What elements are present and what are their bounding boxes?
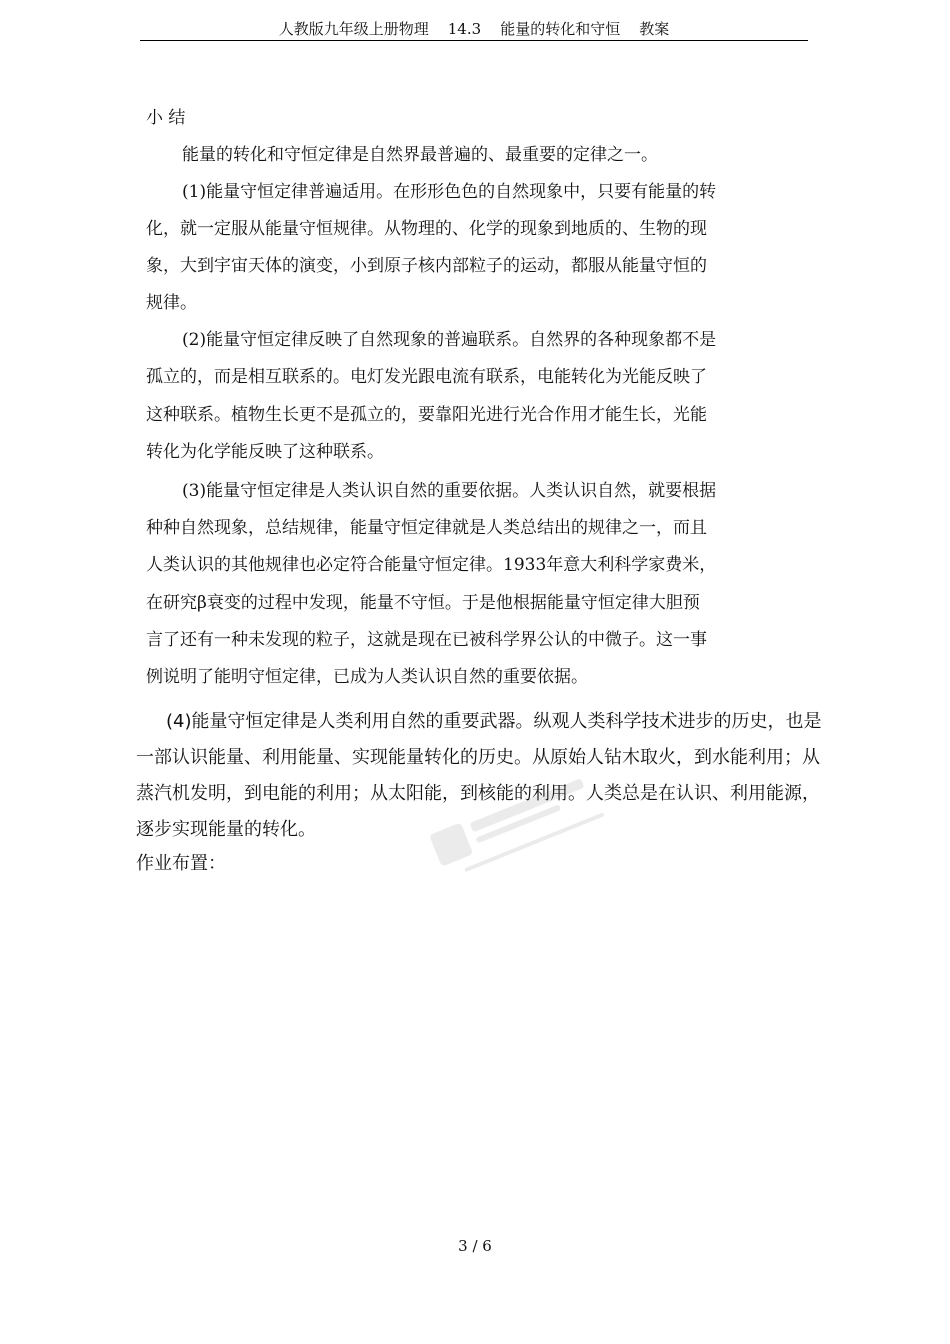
paragraph-line: 在研究β衰变的过程中发现，能量不守恒。于是他根据能量守恒定律大胆预: [146, 593, 700, 613]
watermark-logo-icon: [410, 760, 630, 880]
paragraph-line: 种种自然现象，总结规律，能量守恒定律就是人类总结出的规律之一，而且: [146, 518, 707, 538]
homework-heading: 作业布置：: [136, 853, 226, 874]
paragraph-line: 转化为化学能反映了这种联系。: [146, 442, 384, 462]
paragraph-line: 规律。: [146, 293, 197, 313]
paragraph-line: (1)能量守恒定律普遍适用。在形形色色的自然现象中，只要有能量的转: [182, 182, 717, 202]
paragraph-line: (2)能量守恒定律反映了自然现象的普遍联系。自然界的各种现象都不是: [182, 330, 717, 350]
paragraph-line: 一部认识能量、利用能量、实现能量转化的历史。从原始人钻木取火，到水能利用；从: [136, 747, 820, 768]
paragraph-line: (4)能量守恒定律是人类利用自然的重要武器。纵观人类科学技术进步的历史，也是: [166, 711, 822, 732]
paragraph-line: 化，就一定服从能量守恒规律。从物理的、化学的现象到地质的、生物的现: [146, 219, 707, 239]
paragraph-line: 象，大到宇宙天体的演变，小到原子核内部粒子的运动，都服从能量守恒的: [146, 256, 707, 276]
page-number: 3 / 6: [458, 1237, 492, 1255]
paragraph-line: 例说明了能明守恒定律，已成为人类认识自然的重要依据。: [146, 667, 588, 687]
paragraph-line: (3)能量守恒定律是人类认识自然的重要依据。人类认识自然，就要根据: [182, 481, 717, 501]
paragraph-line: 蒸汽机发明，到电能的利用；从太阳能，到核能的利用。人类总是在认识、利用能源，: [136, 783, 820, 804]
paragraph-line: 能量的转化和守恒定律是自然界最普遍的、最重要的定律之一。: [182, 145, 658, 165]
section-heading: 小 结: [146, 108, 186, 128]
paragraph-line: 孤立的，而是相互联系的。电灯发光跟电流有联系，电能转化为光能反映了: [146, 367, 707, 387]
paragraph-line: 这种联系。植物生长更不是孤立的，要靠阳光进行光合作用才能生长，光能: [146, 405, 707, 425]
paragraph-line: 言了还有一种未发现的粒子，这就是现在已被科学界公认的中微子。这一事: [146, 630, 707, 650]
paragraph-line: 逐步实现能量的转化。: [136, 819, 316, 840]
page-header: 人教版九年级上册物理 14.3 能量的转化和守恒 教案: [140, 18, 808, 41]
paragraph-line: 人类认识的其他规律也必定符合能量守恒定律。1933年意大利科学家费米，: [146, 555, 717, 575]
